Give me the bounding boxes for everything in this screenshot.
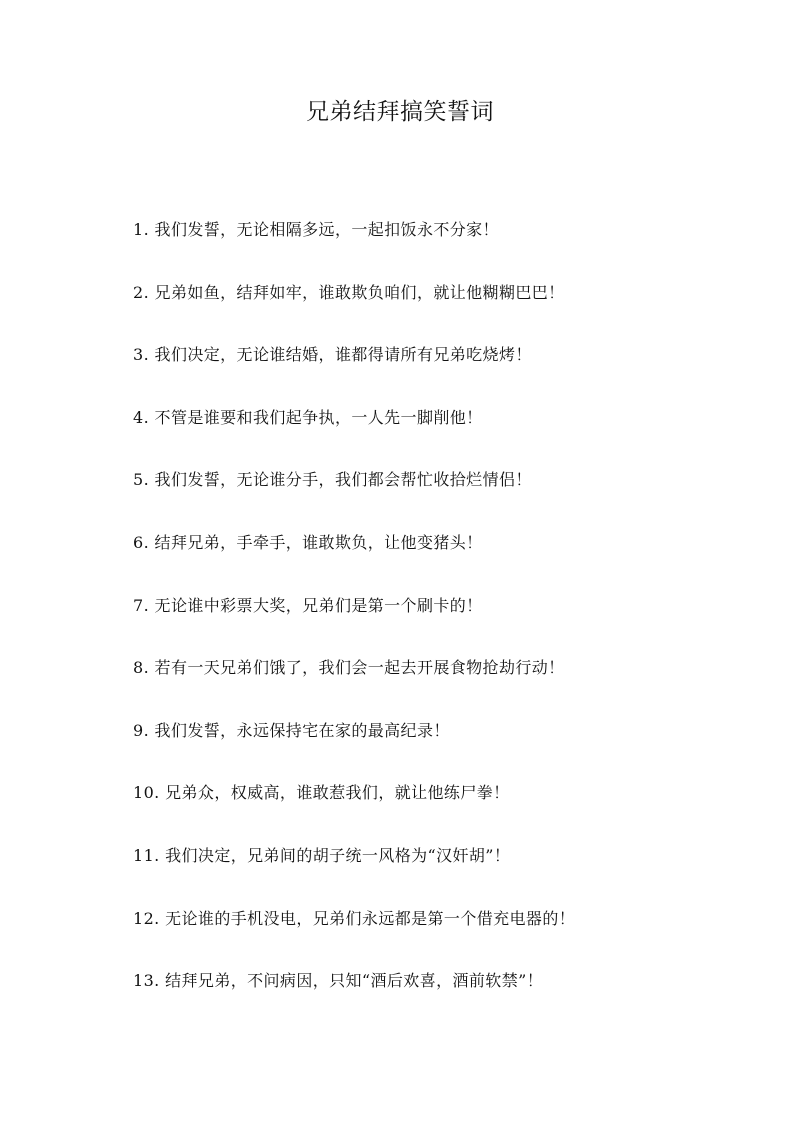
- oath-item: 8. 若有一天兄弟们饿了，我们会一起去开展食物抢劫行动！: [133, 658, 565, 678]
- oath-item: 13. 结拜兄弟，不问病因，只知“酒后欢喜，酒前软禁”！: [133, 971, 544, 991]
- document-title: 兄弟结拜搞笑誓词: [306, 99, 494, 125]
- oath-item: 9. 我们发誓，永远保持宅在家的最高纪录！: [133, 720, 450, 740]
- oath-item: 7. 无论谁中彩票大奖，兄弟们是第一个刷卡的！: [133, 595, 483, 615]
- oath-item: 3. 我们决定，无论谁结婚，谁都得请所有兄弟吃烧烤！: [133, 345, 532, 365]
- oath-item: 10. 兄弟众，权威高，谁敢惹我们，就让他练尸拳！: [133, 783, 510, 803]
- oath-item: 4. 不管是谁要和我们起争执，一人先一脚削他！: [133, 407, 483, 427]
- oath-list: [133, 214, 733, 1028]
- oath-item: 5. 我们发誓，无论谁分手，我们都会帮忙收拾烂情侣！: [133, 470, 532, 490]
- oath-item: 6. 结拜兄弟，手牵手，谁敢欺负，让他变猪头！: [133, 532, 483, 552]
- oath-item: 12. 无论谁的手机没电，兄弟们永远都是第一个借充电器的！: [133, 908, 576, 928]
- oath-item: 1. 我们发誓，无论相隔多远，一起扣饭永不分家！: [133, 220, 499, 239]
- oath-item: 2. 兄弟如鱼，结拜如牢，谁敢欺负咱们，就让他糊糊巴巴！: [133, 282, 565, 302]
- oath-item: 11. 我们决定，兄弟间的胡子统一风格为“汉奸胡”！: [133, 845, 511, 865]
